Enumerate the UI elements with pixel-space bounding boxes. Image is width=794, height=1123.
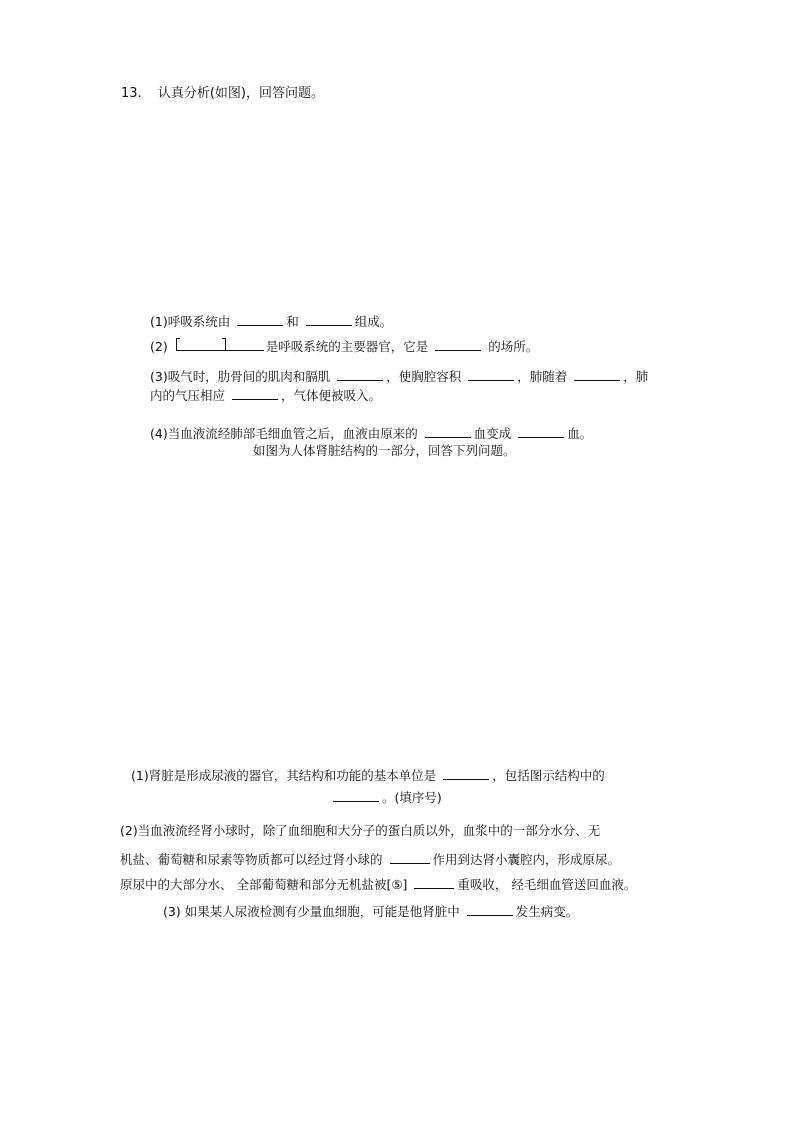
right-bracket [222,338,226,351]
part-b-item-1-line-2 [330,789,442,806]
part-a-item-3-line-1 [150,368,648,385]
question-prompt: 认真分析(如图)，回答问题。 [157,86,324,101]
item-text: ，使胸腔容积 [386,369,462,384]
item-text: 的场所。 [488,339,539,354]
item-text: 吸气时，肋骨间的肌肉和膈肌 [167,369,331,384]
respiratory-figure-area [150,110,650,305]
answer-blank[interactable] [232,387,278,400]
question-header [121,86,324,102]
item-text: 发生病变。 [515,904,579,919]
part-a-item-1 [150,313,392,330]
answer-blank[interactable] [435,338,481,351]
answer-blank[interactable] [306,313,352,326]
part-b-item-3 [163,903,578,920]
part-b-intro [253,443,516,459]
item-text: ，包括图示结构中的 [492,768,605,783]
part-b-item-2-line-2 [120,851,620,868]
answer-blank[interactable] [237,313,283,326]
item-text: 呼吸系统由 [167,314,231,329]
item-text: 作用到达肾小囊腔内，形成原尿。 [432,852,621,867]
item-label: (2) [120,823,138,838]
part-b-item-2-line-1 [120,823,600,839]
item-text: 是呼吸系统的主要器官，它是 [265,339,429,354]
kidney-figure-area [120,465,680,755]
answer-blank[interactable] [443,767,489,780]
answer-blank[interactable] [414,876,454,889]
answer-blank[interactable] [574,368,620,381]
part-b-item-1-line-1 [131,767,605,784]
item-label: (1) [131,768,149,783]
item-text: ，肺 [623,369,649,384]
left-bracket [176,338,180,351]
answer-blank[interactable] [390,851,430,864]
item-text: 当血液流经肾小球时，除了血细胞和大分子的蛋白质以外，血浆中的一部分水分、无 [137,823,601,838]
bracket-answer-blank[interactable] [176,338,264,351]
part-a-item-2 [150,338,538,355]
item-text: 当血液流经肺部毛细血管之后，血液由原来的 [167,426,418,441]
item-text: 重吸收， 经毛细血管送回血液。 [457,877,637,892]
item-text: ，气体便被吸入。 [281,388,382,403]
answer-blank[interactable] [467,903,513,916]
item-text: 肾脏是形成尿液的器官，其结构和功能的基本单位是 [148,768,437,783]
item-label: (1) [150,314,168,329]
item-text: 。(填序号) [382,790,442,805]
item-text: 机盐、葡萄糖和尿素等物质都可以经过肾小球的 [120,852,383,867]
answer-blank[interactable] [518,425,564,438]
item-label: (2) [150,339,168,354]
part-a-item-4 [150,425,592,442]
item-text: 组成。 [354,314,393,329]
item-text: 如果某人尿液检测有少量血细胞，可能是他肾脏中 [184,904,460,919]
part-a-item-3-line-2 [150,387,381,404]
item-text: 和 [286,314,299,329]
item-label: (4) [150,426,168,441]
item-text: 原尿中的大部分水、 全部葡萄糖和部分无机盐被[⑤] [120,877,408,892]
part-b-item-2-line-3 [120,876,636,893]
answer-blank[interactable] [333,789,379,802]
item-text: 内的气压相应 [150,388,226,403]
answer-blank[interactable] [425,425,471,438]
answer-blank[interactable] [468,368,514,381]
item-text: 血。 [567,426,593,441]
item-text: ，肺随着 [517,369,568,384]
item-label: (3) [150,369,168,384]
question-number: 13. [121,86,142,101]
item-label: (3) [163,904,181,919]
item-text: 血变成 [473,426,512,441]
intro-text: 如图为人体肾脏结构的一部分，回答下列问题。 [253,443,516,458]
answer-blank[interactable] [337,368,383,381]
